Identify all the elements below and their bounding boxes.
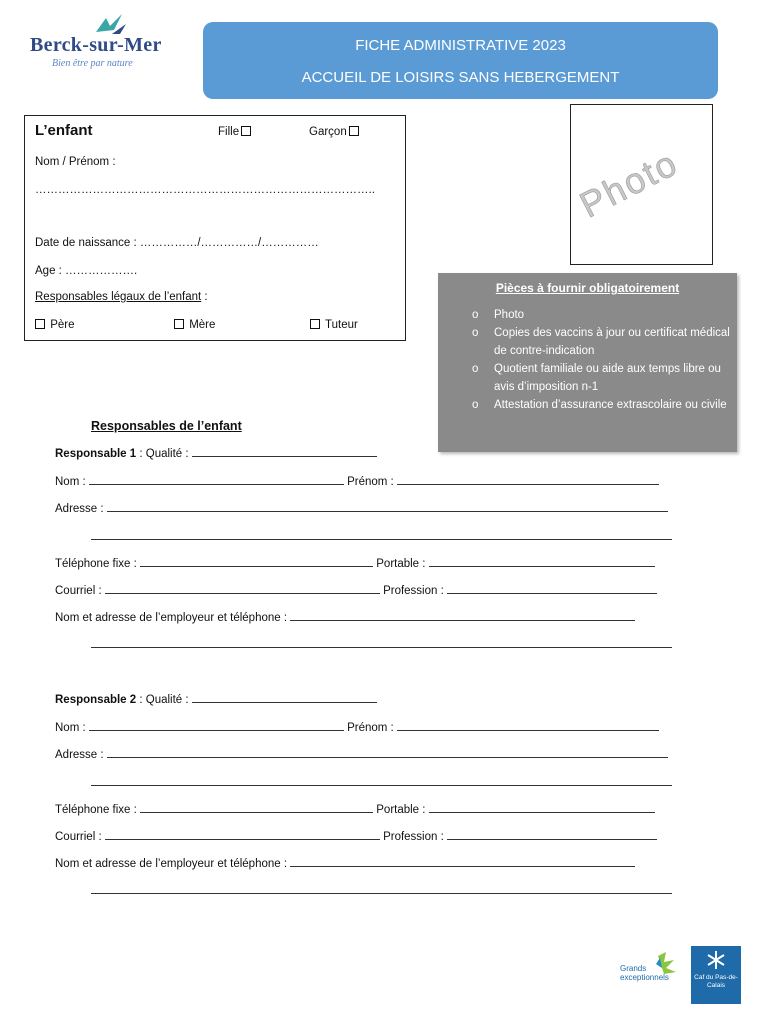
profession-label: Profession : xyxy=(383,831,444,843)
r1-email-row[interactable] xyxy=(55,584,657,597)
r1-name-input[interactable] xyxy=(89,475,344,485)
guardians-label-text: Responsables légaux de l’enfant xyxy=(35,291,202,303)
required-doc-text: Photo xyxy=(494,309,525,321)
r2-quality-row[interactable] xyxy=(55,693,377,706)
r2-email-input[interactable] xyxy=(105,830,380,840)
age-field[interactable]: Age : ………………. xyxy=(35,265,138,277)
bullet: o xyxy=(472,309,479,321)
r2-name-row[interactable] xyxy=(55,721,659,734)
girl-checkbox[interactable] xyxy=(241,126,251,136)
r1-address-row-2[interactable] xyxy=(91,530,672,543)
r2-employer-row[interactable] xyxy=(55,857,635,870)
r1-address-input-2[interactable] xyxy=(91,530,672,540)
mobile-label: Portable : xyxy=(376,804,426,816)
snowflake-icon xyxy=(706,950,726,970)
r1-phone-row[interactable] xyxy=(55,557,655,570)
quality-label: : Qualité : xyxy=(136,694,189,706)
r1-label: Responsable 1 xyxy=(55,448,137,460)
mother-option[interactable] xyxy=(172,319,215,331)
mobile-label: Portable : xyxy=(376,558,426,570)
required-documents-title: Pièces à fournir obligatoirement xyxy=(495,281,680,295)
girl-option[interactable] xyxy=(218,126,253,138)
r1-name-row[interactable] xyxy=(55,475,659,488)
child-section xyxy=(24,115,406,341)
ge-logo-text: Grands exceptionnels xyxy=(620,964,669,982)
r1-employer-input-2[interactable] xyxy=(91,638,672,648)
tutor-label: Tuteur xyxy=(325,319,358,331)
required-documents-box xyxy=(438,273,737,452)
bird-icon xyxy=(92,12,132,36)
name-label: Nom / Prénom : xyxy=(35,156,116,168)
r2-address-row-2[interactable] xyxy=(91,776,672,789)
name-label: Nom : xyxy=(55,722,86,734)
required-doc-text: Quotient familiale ou aide aux temps libre ou avis d’imposition n-1 xyxy=(494,363,721,393)
child-heading: L’enfant xyxy=(35,122,93,139)
address-label: Adresse : xyxy=(55,749,104,761)
photo-placeholder-text: Photo xyxy=(573,141,685,226)
quality-label: : Qualité : xyxy=(136,448,189,460)
required-doc-item xyxy=(472,396,734,414)
required-doc-item xyxy=(472,360,734,396)
caf-logo-text: Caf du Pas-de-Calais xyxy=(694,974,738,989)
r1-quality-input[interactable] xyxy=(192,447,377,457)
email-label: Courriel : xyxy=(55,585,102,597)
r1-email-input[interactable] xyxy=(105,584,380,594)
address-label: Adresse : xyxy=(55,503,104,515)
employer-label: Nom et adresse de l’employeur et téléphone : xyxy=(55,612,288,624)
r1-quality-row[interactable] xyxy=(55,447,377,460)
father-checkbox[interactable] xyxy=(35,319,45,329)
r2-address-input[interactable] xyxy=(107,748,668,758)
required-doc-text: Copies des vaccins à jour ou certificat médical de contre-indication xyxy=(494,327,730,357)
r2-employer-input[interactable] xyxy=(290,857,635,867)
bullet: o xyxy=(472,363,479,375)
logo-text: Berck-sur-Mer xyxy=(30,34,162,56)
caf-logo xyxy=(691,946,741,1004)
r2-employer-row-2[interactable] xyxy=(91,884,672,897)
grands-exceptionnels-logo xyxy=(620,950,678,998)
r2-phone-input[interactable] xyxy=(140,803,373,813)
r2-name-input[interactable] xyxy=(89,721,344,731)
r1-employer-input[interactable] xyxy=(290,611,635,621)
r2-quality-input[interactable] xyxy=(192,693,377,703)
tutor-option[interactable] xyxy=(308,319,358,331)
firstname-label: Prénom : xyxy=(347,476,394,488)
profession-label: Profession : xyxy=(383,585,444,597)
r1-address-input[interactable] xyxy=(107,502,668,512)
father-option[interactable] xyxy=(33,319,75,331)
bullet: o xyxy=(472,327,479,339)
r1-address-row[interactable] xyxy=(55,502,668,515)
r2-mobile-input[interactable] xyxy=(429,803,655,813)
phone-label: Téléphone fixe : xyxy=(55,804,137,816)
r1-employer-row-2[interactable] xyxy=(91,638,672,651)
required-doc-item xyxy=(472,306,734,324)
title-banner xyxy=(203,22,718,99)
r2-employer-input-2[interactable] xyxy=(91,884,672,894)
guardians-label xyxy=(35,291,208,303)
guardians-section-heading: Responsables de l’enfant xyxy=(91,419,242,433)
r2-label: Responsable 2 xyxy=(55,694,137,706)
father-label: Père xyxy=(50,319,75,331)
tutor-checkbox[interactable] xyxy=(310,319,320,329)
required-doc-item xyxy=(472,324,734,360)
employer-label: Nom et adresse de l’employeur et téléphone : xyxy=(55,858,288,870)
r2-email-row[interactable] xyxy=(55,830,657,843)
required-doc-text: Attestation d’assurance extrascolaire ou civile xyxy=(494,399,727,411)
name-field[interactable]: …………………………………………………………………………….. xyxy=(35,184,375,196)
title-line-1: FICHE ADMINISTRATIVE 2023 xyxy=(355,37,566,54)
title-line-2: ACCUEIL DE LOISIRS SANS HEBERGEMENT xyxy=(301,69,620,86)
mother-label: Mère xyxy=(189,319,216,331)
r1-phone-input[interactable] xyxy=(140,557,373,567)
r1-mobile-input[interactable] xyxy=(429,557,655,567)
birth-date-field[interactable]: Date de naissance : ……………/……………/…………… xyxy=(35,237,319,249)
mother-checkbox[interactable] xyxy=(174,319,184,329)
r2-address-input-2[interactable] xyxy=(91,776,672,786)
girl-label: Fille xyxy=(218,126,240,138)
email-label: Courriel : xyxy=(55,831,102,843)
r1-profession-input[interactable] xyxy=(447,584,657,594)
photo-box[interactable] xyxy=(570,104,713,265)
r2-phone-row[interactable] xyxy=(55,803,655,816)
r2-firstname-input[interactable] xyxy=(397,721,659,731)
boy-checkbox[interactable] xyxy=(349,126,359,136)
r2-address-row[interactable] xyxy=(55,748,668,761)
r2-profession-input[interactable] xyxy=(447,830,657,840)
bullet: o xyxy=(472,399,479,411)
berck-logo xyxy=(30,12,190,74)
name-label: Nom : xyxy=(55,476,86,488)
guardians-colon: : xyxy=(201,291,208,303)
r1-firstname-input[interactable] xyxy=(397,475,659,485)
phone-label: Téléphone fixe : xyxy=(55,558,137,570)
r1-employer-row[interactable] xyxy=(55,611,635,624)
boy-option[interactable] xyxy=(309,126,361,138)
logo-tagline: Bien être par nature xyxy=(52,58,133,69)
firstname-label: Prénom : xyxy=(347,722,394,734)
boy-label: Garçon xyxy=(309,126,347,138)
